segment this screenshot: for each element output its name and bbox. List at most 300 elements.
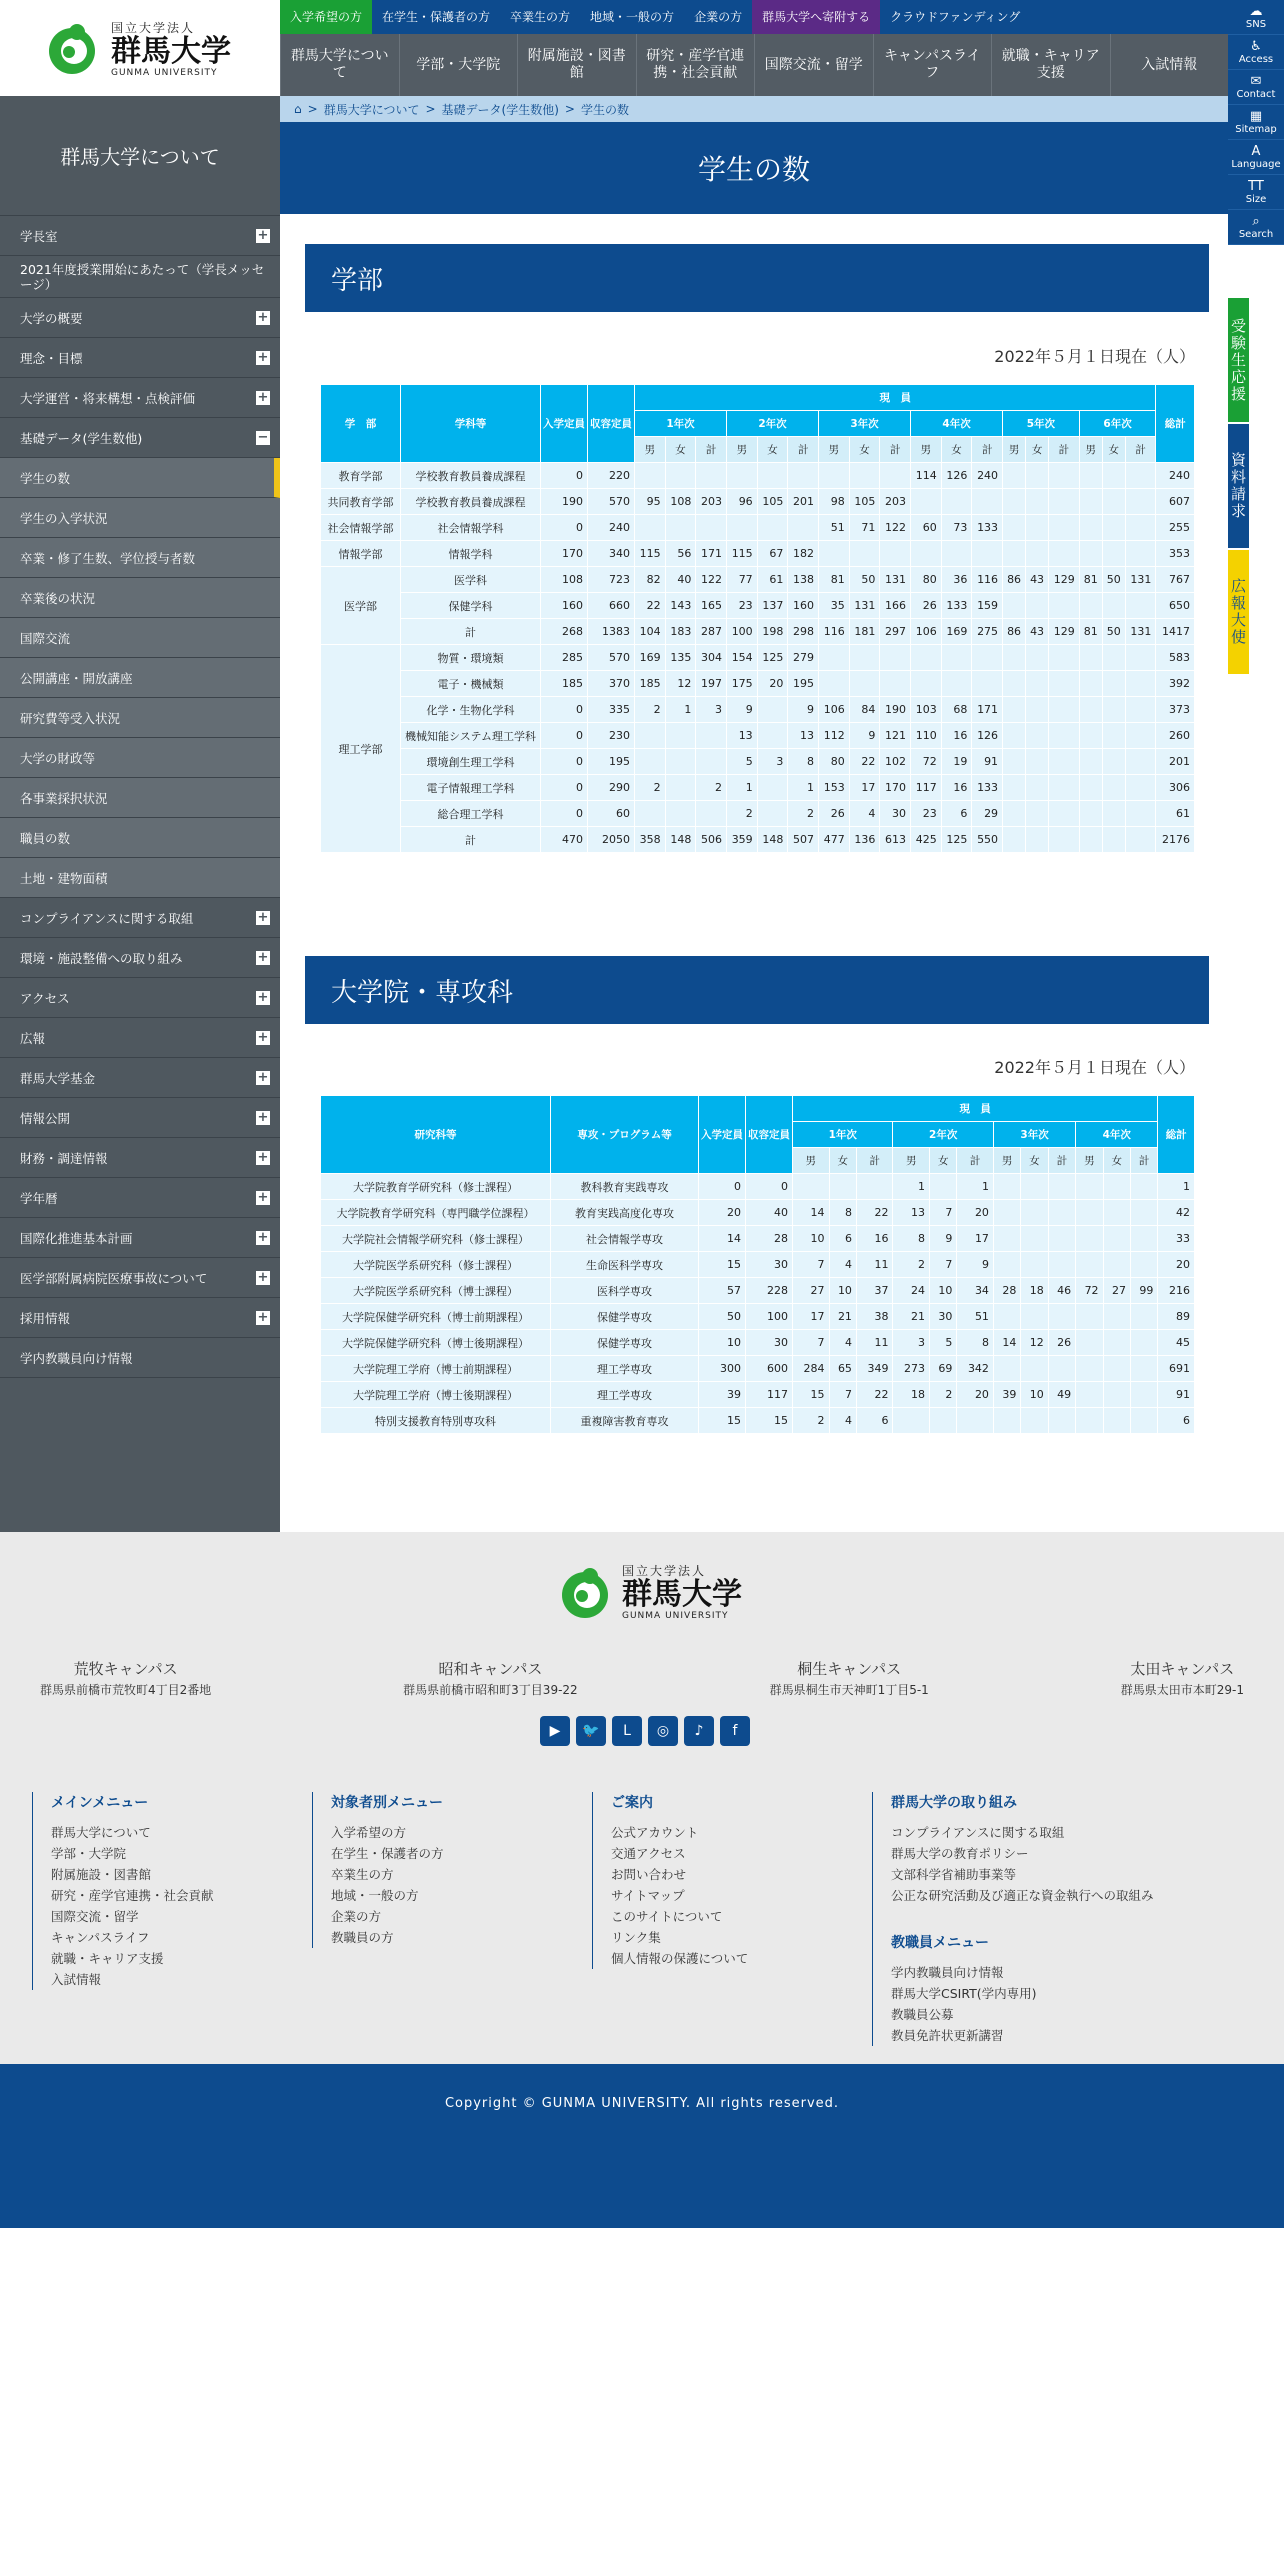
table-row — [321, 1174, 1195, 1200]
facebook-icon[interactable]: f — [720, 1716, 750, 1746]
gnav-item-1[interactable]: 学部・大学院 — [399, 34, 518, 96]
major-cell: 理工学専攻 — [551, 1382, 699, 1408]
plus-icon: + — [257, 389, 269, 405]
logo-subtitle: 国立大学法人 — [622, 1564, 707, 1578]
value-cell: 91 — [1158, 1382, 1195, 1408]
sidebar-item-3[interactable] — [0, 338, 280, 378]
footer-link[interactable]: リンク集 — [611, 1930, 661, 1945]
sidebar-item-label: コンプライアンスに関する取組 — [20, 910, 194, 926]
table-header-total: 総計 — [1156, 385, 1195, 463]
logo-mark-icon — [562, 1566, 614, 1618]
sidebar-item-10[interactable] — [0, 618, 280, 658]
gender-header: 計 — [856, 1148, 893, 1174]
value-cell — [911, 645, 942, 671]
table-row — [321, 1382, 1195, 1408]
footer-link[interactable]: 文部科学省補助事業等 — [891, 1867, 1017, 1882]
audience-nav — [280, 0, 1228, 34]
value-cell: 126 — [972, 723, 1003, 749]
value-cell: 160 — [788, 593, 819, 619]
plus-icon: + — [257, 1149, 269, 1165]
sidebar-item-16[interactable] — [0, 858, 280, 898]
value-cell: 10 — [930, 1278, 957, 1304]
breadcrumb-item-1[interactable]: 基礎データ(学生数他) — [441, 102, 559, 117]
value-cell — [1103, 1408, 1130, 1434]
footer-link[interactable]: 国際交流・留学 — [51, 1909, 139, 1924]
value-cell — [993, 1408, 1020, 1434]
value-cell: 767 — [1156, 567, 1195, 593]
value-cell: 185 — [635, 671, 666, 697]
value-cell: 12 — [1021, 1330, 1048, 1356]
footer-link[interactable]: このサイトについて — [611, 1909, 723, 1924]
value-cell: 240 — [972, 463, 1003, 489]
sidebar-item-7[interactable] — [0, 498, 280, 538]
util-sns[interactable] — [1228, 0, 1284, 35]
line-icon[interactable]: L — [612, 1716, 642, 1746]
value-cell: 0 — [541, 515, 588, 541]
sidebar-item-25[interactable] — [0, 1218, 280, 1258]
value-cell — [1079, 723, 1102, 749]
value-cell: 7 — [829, 1382, 856, 1408]
value-cell: 197 — [696, 671, 727, 697]
value-cell: 43 — [1026, 619, 1049, 645]
value-cell: 4 — [829, 1252, 856, 1278]
value-cell: 279 — [788, 645, 819, 671]
footer-link[interactable]: 教職員の方 — [331, 1930, 394, 1945]
sidebar-item-19[interactable] — [0, 978, 280, 1018]
util-size[interactable] — [1228, 175, 1284, 210]
instagram-icon[interactable]: ◎ — [648, 1716, 678, 1746]
value-cell: 135 — [665, 645, 696, 671]
value-cell — [880, 541, 911, 567]
value-cell — [1003, 515, 1026, 541]
footer-link[interactable]: コンプライアンスに関する取組 — [891, 1825, 1065, 1840]
value-cell: 129 — [1049, 567, 1080, 593]
footer-link[interactable]: 入学希望の方 — [331, 1825, 407, 1840]
gnav-item-5[interactable]: キャンパスライフ — [873, 34, 992, 96]
plus-icon: + — [257, 1269, 269, 1285]
value-cell: 81 — [819, 567, 850, 593]
value-cell — [1048, 1252, 1075, 1278]
value-cell: 583 — [1156, 645, 1195, 671]
value-cell: 122 — [880, 515, 911, 541]
footer-link[interactable]: サイトマップ — [611, 1888, 685, 1903]
value-cell: 131 — [1125, 567, 1156, 593]
value-cell: 34 — [957, 1278, 994, 1304]
sidebar-item-15[interactable] — [0, 818, 280, 858]
value-cell — [1102, 593, 1125, 619]
value-cell: 131 — [1125, 619, 1156, 645]
value-cell: 183 — [665, 619, 696, 645]
value-cell: 27 — [793, 1278, 830, 1304]
footer-link[interactable]: 群馬大学の教育ポリシー — [891, 1846, 1029, 1861]
value-cell: 49 — [1048, 1382, 1075, 1408]
sidebar-title: 群馬大学について — [0, 96, 280, 216]
faculty-cell: 社会情報学部 — [321, 515, 401, 541]
footer-column-3 — [872, 1792, 1154, 2046]
gender-header: 女 — [849, 437, 880, 463]
value-cell: 22 — [856, 1200, 893, 1226]
audience-link-5[interactable]: 群馬大学へ寄附する — [752, 0, 880, 34]
value-cell — [849, 645, 880, 671]
value-cell — [757, 463, 788, 489]
cta-button-2[interactable]: 広報大使 — [1228, 550, 1249, 676]
footer-column-1 — [312, 1792, 444, 1948]
value-cell: 154 — [727, 645, 758, 671]
value-cell: 117 — [746, 1382, 793, 1408]
footer-link[interactable]: 地域・一般の方 — [331, 1888, 419, 1903]
value-cell: 170 — [880, 775, 911, 801]
table-header: 入学定員 — [699, 1096, 746, 1174]
value-cell: 0 — [541, 697, 588, 723]
as-of-date-faculty: 2022年５月１日現在（人） — [994, 347, 1195, 366]
value-cell — [727, 515, 758, 541]
value-cell: 26 — [819, 801, 850, 827]
value-cell: 23 — [727, 593, 758, 619]
value-cell: 131 — [849, 593, 880, 619]
util-sitemap[interactable] — [1228, 105, 1284, 140]
contact-icon: ✉ — [1250, 73, 1262, 89]
campus-1 — [403, 1658, 578, 1698]
value-cell — [1102, 775, 1125, 801]
dept-cell: 環境創生理工学科 — [401, 749, 541, 775]
footer-link[interactable]: 入試情報 — [51, 1972, 102, 1987]
value-cell: 102 — [880, 749, 911, 775]
value-cell: 133 — [972, 515, 1003, 541]
value-cell: 39 — [993, 1382, 1020, 1408]
sidebar-item-21[interactable] — [0, 1058, 280, 1098]
sidebar-item-28[interactable] — [0, 1338, 280, 1378]
util-label: Language — [1231, 158, 1281, 170]
school-cell: 大学院教育学研究科（修士課程） — [321, 1174, 551, 1200]
value-cell — [1125, 645, 1156, 671]
value-cell — [1049, 515, 1080, 541]
value-cell — [1102, 697, 1125, 723]
sidebar-item-4[interactable] — [0, 378, 280, 418]
footer-column-heading: 対象者別メニュー — [331, 1795, 443, 1811]
cta-button-0[interactable]: 受験生応援 — [1228, 298, 1249, 424]
value-cell — [1003, 645, 1026, 671]
footer-link[interactable]: 群馬大学について — [51, 1825, 151, 1840]
value-cell: 2 — [788, 801, 819, 827]
gender-header: 男 — [1076, 1148, 1103, 1174]
value-cell: 181 — [849, 619, 880, 645]
value-cell — [635, 515, 666, 541]
value-cell — [1026, 827, 1049, 853]
major-cell: 保健学専攻 — [551, 1304, 699, 1330]
value-cell: 126 — [941, 463, 972, 489]
value-cell: 507 — [788, 827, 819, 853]
table-row — [321, 827, 1195, 853]
sidebar-item-17[interactable] — [0, 898, 280, 938]
sidebar-item-24[interactable] — [0, 1178, 280, 1218]
sidebar-item-6[interactable] — [0, 458, 280, 498]
value-cell: 2 — [930, 1382, 957, 1408]
table-row — [321, 1304, 1195, 1330]
gender-header: 男 — [819, 437, 850, 463]
table-row — [321, 1200, 1195, 1226]
value-cell — [1130, 1174, 1157, 1200]
value-cell: 96 — [727, 489, 758, 515]
util-access[interactable] — [1228, 35, 1284, 70]
value-cell — [993, 1356, 1020, 1382]
gender-header: 計 — [1049, 437, 1080, 463]
search-icon: ⌕ — [1252, 213, 1260, 229]
value-cell: 300 — [699, 1356, 746, 1382]
footer-column-0 — [32, 1792, 214, 1990]
sidebar-item-14[interactable] — [0, 778, 280, 818]
value-cell: 115 — [635, 541, 666, 567]
table-row — [321, 697, 1195, 723]
value-cell: 373 — [1156, 697, 1195, 723]
audience-link-1[interactable]: 在学生・保護者の方 — [382, 10, 491, 24]
sidebar-item-label: 研究費等受入状況 — [20, 710, 121, 726]
year-header: 2年次 — [893, 1122, 993, 1148]
plus-icon: + — [257, 1229, 269, 1245]
value-cell: 17 — [957, 1226, 994, 1252]
sidebar-item-12[interactable] — [0, 698, 280, 738]
footer-link[interactable]: 就職・キャリア支援 — [51, 1951, 164, 1966]
gender-header: 男 — [993, 1148, 1020, 1174]
global-nav — [280, 34, 1228, 96]
value-cell: 9 — [930, 1226, 957, 1252]
sidebar-item-label: 基礎データ(学生数他) — [20, 430, 143, 446]
value-cell: 290 — [588, 775, 635, 801]
sidebar-item-label: アクセス — [20, 990, 70, 1006]
footer-link[interactable]: 交通アクセス — [611, 1846, 686, 1861]
value-cell: 108 — [665, 489, 696, 515]
value-cell: 129 — [1049, 619, 1080, 645]
value-cell: 1417 — [1156, 619, 1195, 645]
value-cell: 4 — [849, 801, 880, 827]
sidebar-item-23[interactable] — [0, 1138, 280, 1178]
footer-logo[interactable] — [562, 1562, 742, 1621]
sidebar-item-20[interactable] — [0, 1018, 280, 1058]
audience-link-4[interactable]: 企業の方 — [694, 10, 743, 24]
sidebar — [0, 96, 280, 1532]
breadcrumb-separator: > — [564, 102, 575, 116]
value-cell: 195 — [788, 671, 819, 697]
dept-cell: 電子・機械類 — [401, 671, 541, 697]
table-header-total: 総計 — [1158, 1096, 1195, 1174]
sidebar-item-label: 職員の数 — [20, 830, 71, 846]
value-cell: 20 — [957, 1382, 994, 1408]
tiktok-icon[interactable]: ♪ — [684, 1716, 714, 1746]
value-cell: 131 — [880, 567, 911, 593]
util-contact[interactable] — [1228, 70, 1284, 105]
footer-link[interactable]: 教職員公募 — [891, 2007, 954, 2022]
value-cell: 2 — [696, 775, 727, 801]
footer-link[interactable]: 個人情報の保護について — [611, 1951, 749, 1966]
gnav-item-7[interactable]: 入試情報 — [1110, 34, 1229, 96]
value-cell: 91 — [972, 749, 1003, 775]
value-cell — [829, 1174, 856, 1200]
value-cell: 11 — [856, 1330, 893, 1356]
value-cell: 650 — [1156, 593, 1195, 619]
school-cell: 大学院社会情報学研究科（修士課程） — [321, 1226, 551, 1252]
value-cell: 35 — [819, 593, 850, 619]
gnav-item-6[interactable]: 就職・キャリア支援 — [991, 34, 1110, 96]
home-icon[interactable]: ⌂ — [294, 102, 302, 116]
major-cell: 理工学専攻 — [551, 1356, 699, 1382]
major-cell: 教科教育実践専攻 — [551, 1174, 699, 1200]
value-cell: 80 — [911, 567, 942, 593]
minus-icon: − — [257, 429, 269, 445]
footer-link[interactable]: 教員免許状更新講習 — [891, 2028, 1004, 2043]
table-row — [321, 1226, 1195, 1252]
footer-link[interactable]: お問い合わせ — [611, 1867, 687, 1882]
value-cell: 9 — [849, 723, 880, 749]
value-cell — [849, 463, 880, 489]
school-cell: 大学院理工学府（博士後期課程） — [321, 1382, 551, 1408]
value-cell — [1076, 1252, 1103, 1278]
footer-staff-heading: 教職員メニュー — [891, 1935, 989, 1951]
value-cell — [1049, 775, 1080, 801]
sidebar-item-2[interactable] — [0, 298, 280, 338]
value-cell: 165 — [696, 593, 727, 619]
dept-cell: 保健学科 — [401, 593, 541, 619]
value-cell — [1125, 775, 1156, 801]
footer-link[interactable]: 在学生・保護者の方 — [331, 1846, 444, 1861]
footer-link[interactable]: 企業の方 — [331, 1909, 382, 1924]
value-cell — [1130, 1304, 1157, 1330]
sidebar-item-26[interactable] — [0, 1258, 280, 1298]
university-logo[interactable] — [0, 0, 280, 96]
value-cell: 0 — [541, 749, 588, 775]
value-cell: 6 — [941, 801, 972, 827]
footer-link[interactable]: 群馬大学CSIRT(学内専用) — [891, 1986, 1037, 2001]
school-cell: 大学院理工学府（博士前期課程） — [321, 1356, 551, 1382]
breadcrumb-item-0[interactable]: 群馬大学について — [323, 102, 420, 117]
twitter-icon[interactable]: 🐦 — [576, 1716, 606, 1746]
sidebar-item-label: 医学部附属病院医療事故について — [20, 1270, 208, 1286]
sidebar-item-label: 採用情報 — [20, 1310, 71, 1326]
dept-cell: 電子情報理工学科 — [401, 775, 541, 801]
value-cell: 99 — [1130, 1278, 1157, 1304]
as-of-date-graduate: 2022年５月１日現在（人） — [994, 1058, 1195, 1077]
value-cell — [1125, 463, 1156, 489]
sidebar-item-27[interactable] — [0, 1298, 280, 1338]
value-cell: 86 — [1003, 619, 1026, 645]
sidebar-item-8[interactable] — [0, 538, 280, 578]
footer-link[interactable]: 公正な研究活動及び適正な資金執行への取組み — [891, 1888, 1154, 1903]
value-cell: 203 — [880, 489, 911, 515]
value-cell: 137 — [757, 593, 788, 619]
value-cell: 260 — [1156, 723, 1195, 749]
sidebar-item-0[interactable] — [0, 216, 280, 256]
gender-header: 計 — [972, 437, 1003, 463]
cta-button-1[interactable]: 資料請求 — [1228, 424, 1249, 550]
sidebar-item-1[interactable] — [0, 256, 280, 298]
sidebar-item-11[interactable] — [0, 658, 280, 698]
value-cell — [993, 1252, 1020, 1278]
sidebar-item-22[interactable] — [0, 1098, 280, 1138]
value-cell: 6 — [829, 1226, 856, 1252]
value-cell: 136 — [849, 827, 880, 853]
audience-link-6[interactable]: クラウドファンディング — [890, 10, 1021, 24]
year-header: 4年次 — [911, 411, 1003, 437]
value-cell: 125 — [757, 645, 788, 671]
gnav-item-4[interactable]: 国際交流・留学 — [754, 34, 873, 96]
table-header-current: 現 員 — [793, 1096, 1158, 1122]
value-cell: 98 — [819, 489, 850, 515]
value-cell — [788, 515, 819, 541]
value-cell: 230 — [588, 723, 635, 749]
value-cell — [1125, 827, 1156, 853]
gnav-item-2[interactable]: 附属施設・図書館 — [517, 34, 636, 96]
value-cell: 9 — [788, 697, 819, 723]
value-cell — [1049, 463, 1080, 489]
value-cell: 306 — [1156, 775, 1195, 801]
value-cell — [1026, 723, 1049, 749]
gender-header: 女 — [1021, 1148, 1048, 1174]
footer-link[interactable]: 学内教職員向け情報 — [891, 1965, 1004, 1980]
gnav-item-0[interactable]: 群馬大学について — [280, 34, 399, 96]
value-cell — [1048, 1200, 1075, 1226]
value-cell — [1079, 697, 1102, 723]
value-cell — [1079, 515, 1102, 541]
sidebar-item-label: 環境・施設整備への取り組み — [20, 950, 183, 966]
audience-link-2[interactable]: 卒業生の方 — [510, 10, 571, 24]
value-cell — [993, 1304, 1020, 1330]
table-row — [321, 671, 1195, 697]
value-cell — [1125, 749, 1156, 775]
util-search[interactable] — [1228, 210, 1284, 245]
gnav-item-3[interactable]: 研究・産学官連携・社会貢献 — [636, 34, 755, 96]
sidebar-item-13[interactable] — [0, 738, 280, 778]
value-cell — [993, 1226, 1020, 1252]
value-cell: 81 — [1079, 567, 1102, 593]
value-cell: 33 — [1158, 1226, 1195, 1252]
footer-link[interactable]: キャンパスライフ — [51, 1930, 150, 1945]
value-cell — [1003, 541, 1026, 567]
value-cell — [1003, 489, 1026, 515]
value-cell: 171 — [696, 541, 727, 567]
footer-link[interactable]: 卒業生の方 — [331, 1867, 394, 1882]
campus-name: 荒牧キャンパス — [73, 1660, 178, 1678]
value-cell — [957, 1408, 994, 1434]
footer-link[interactable]: 学部・大学院 — [51, 1846, 127, 1861]
sidebar-item-18[interactable] — [0, 938, 280, 978]
campus-address: 群馬県桐生市天神町1丁目5-1 — [769, 1683, 929, 1697]
major-cell: 教育実践高度化専攻 — [551, 1200, 699, 1226]
value-cell: 6 — [856, 1408, 893, 1434]
value-cell: 112 — [819, 723, 850, 749]
sidebar-item-label: 情報公開 — [20, 1110, 71, 1126]
value-cell — [911, 489, 942, 515]
value-cell: 298 — [788, 619, 819, 645]
value-cell: 2 — [635, 775, 666, 801]
value-cell: 26 — [911, 593, 942, 619]
gender-header: 女 — [1102, 437, 1125, 463]
footer-link[interactable]: 研究・産学官連携・社会貢献 — [51, 1888, 214, 1903]
youtube-icon[interactable]: ▶ — [540, 1716, 570, 1746]
campus-address: 群馬県太田市本町29-1 — [1120, 1683, 1244, 1697]
value-cell: 160 — [541, 593, 588, 619]
value-cell: 349 — [856, 1356, 893, 1382]
value-cell — [1021, 1226, 1048, 1252]
value-cell: 86 — [1003, 567, 1026, 593]
sidebar-item-5[interactable] — [0, 418, 280, 458]
value-cell — [1076, 1382, 1103, 1408]
audience-link-3[interactable]: 地域・一般の方 — [590, 10, 675, 24]
year-header: 5年次 — [1003, 411, 1080, 437]
util-language[interactable] — [1228, 140, 1284, 175]
footer-link[interactable]: 附属施設・図書館 — [51, 1867, 152, 1882]
footer-link[interactable]: 公式アカウント — [611, 1825, 699, 1840]
audience-link-0[interactable]: 入学希望の方 — [280, 0, 372, 34]
sidebar-item-9[interactable] — [0, 578, 280, 618]
table-row — [321, 463, 1195, 489]
